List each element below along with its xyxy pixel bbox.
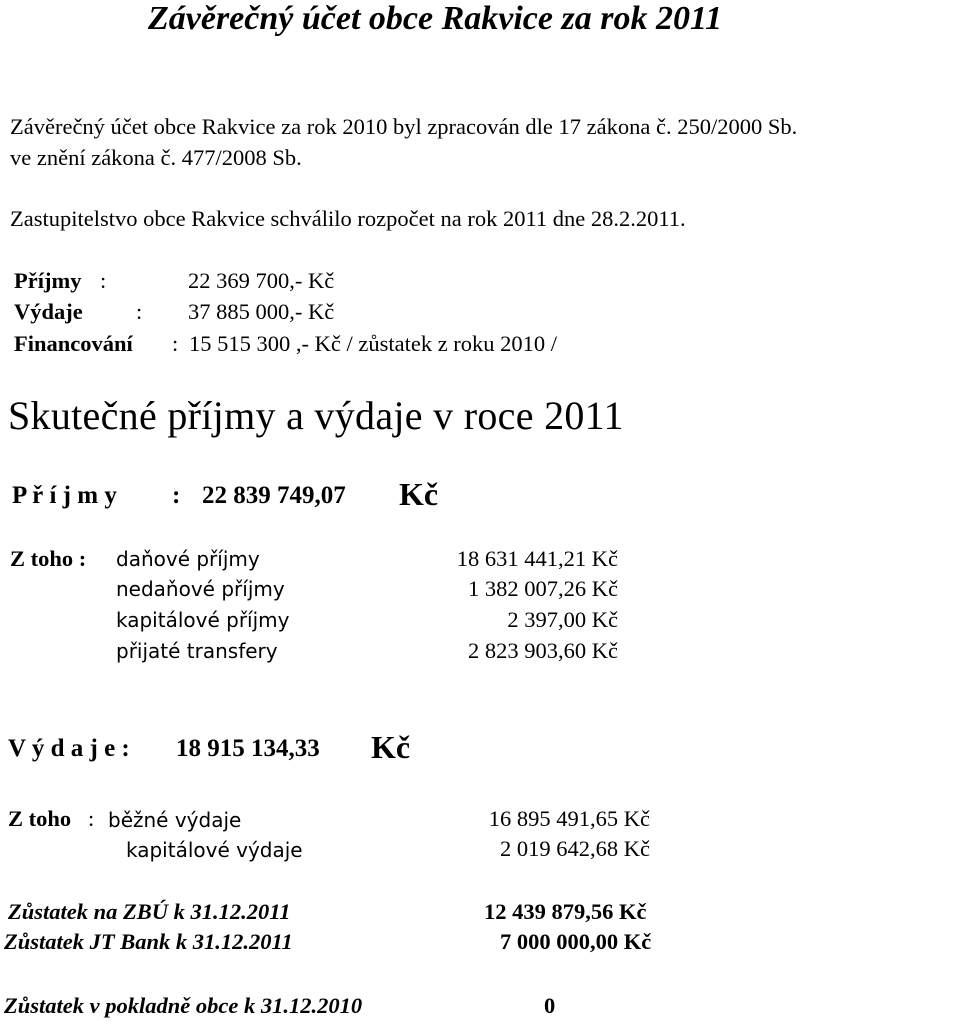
budget-income-colon: : — [100, 268, 107, 293]
budget-financing-colon: : — [172, 331, 179, 356]
income-item-value: 2 823 903,60 Kč — [468, 638, 618, 663]
expense-item-name: běžné výdaje — [108, 808, 242, 832]
actual-heading: Skutečné příjmy a výdaje v roce 2011 — [8, 393, 624, 438]
balance-value: 12 439 879,56 Kč — [484, 899, 647, 924]
intro-line-2: ve znění zákona č. 477/2008 Sb. — [10, 145, 302, 170]
budget-expense-colon: : — [136, 299, 143, 324]
budget-expense-label: Výdaje — [14, 299, 83, 324]
income-item-value: 18 631 441,21 Kč — [456, 546, 618, 571]
expenses-breakdown-colon: : — [88, 806, 95, 831]
income-total: 22 839 749,07 — [202, 482, 346, 509]
expense-item-value: 16 895 491,65 Kč — [488, 806, 650, 831]
income-item-name: přijaté transfery — [116, 639, 278, 663]
budget-expense-value: 37 885 000,- Kč — [188, 299, 335, 324]
income-item-name: kapitálové příjmy — [116, 608, 290, 632]
income-label: P ř í j m y — [12, 482, 117, 509]
expenses-total: 18 915 134,33 — [176, 735, 320, 762]
budget-income-label: Příjmy — [14, 268, 82, 293]
balance-label: Zůstatek v pokladně obce k 31.12.2010 — [4, 993, 363, 1018]
expenses-currency: Kč — [371, 729, 411, 765]
intro-line-1: Závěrečný účet obce Rakvice za rok 2010 byl zpracován dle 17 zákona č. 250/2000 Sb. — [10, 114, 798, 139]
expense-item-value: 2 019 642,68 Kč — [500, 836, 650, 861]
balance-value: 7 000 000,00 Kč — [500, 929, 652, 954]
income-item-value: 1 382 007,26 Kč — [468, 576, 618, 601]
income-breakdown-label: Z toho : — [10, 546, 87, 571]
balance-label: Zůstatek na ZBÚ k 31.12.2011 — [8, 899, 291, 924]
income-colon: : — [172, 482, 181, 509]
expenses-breakdown-label: Z toho — [8, 806, 72, 831]
budget-financing-value: 15 515 300 ,- Kč / zůstatek z roku 2010 / — [189, 331, 558, 356]
document-title: Závěrečný účet obce Rakvice za rok 2011 — [148, 0, 723, 37]
approval-text: Zastupitelstvo obce Rakvice schválilo rozpočet na rok 2011 dne 28.2.2011. — [10, 206, 686, 231]
expense-item-name: kapitálové výdaje — [126, 838, 303, 862]
budget-financing-label: Financování — [14, 331, 133, 356]
income-item-name: nedaňové příjmy — [116, 577, 285, 601]
income-item-value: 2 397,00 Kč — [507, 607, 618, 632]
balance-label: Zůstatek JT Bank k 31.12.2011 — [4, 929, 293, 954]
balance-value: 0 — [544, 993, 556, 1018]
income-currency: Kč — [399, 476, 439, 512]
expenses-label: V ý d a j e : — [8, 735, 130, 762]
budget-income-value: 22 369 700,- Kč — [188, 268, 335, 293]
income-item-name: daňové příjmy — [116, 547, 260, 571]
